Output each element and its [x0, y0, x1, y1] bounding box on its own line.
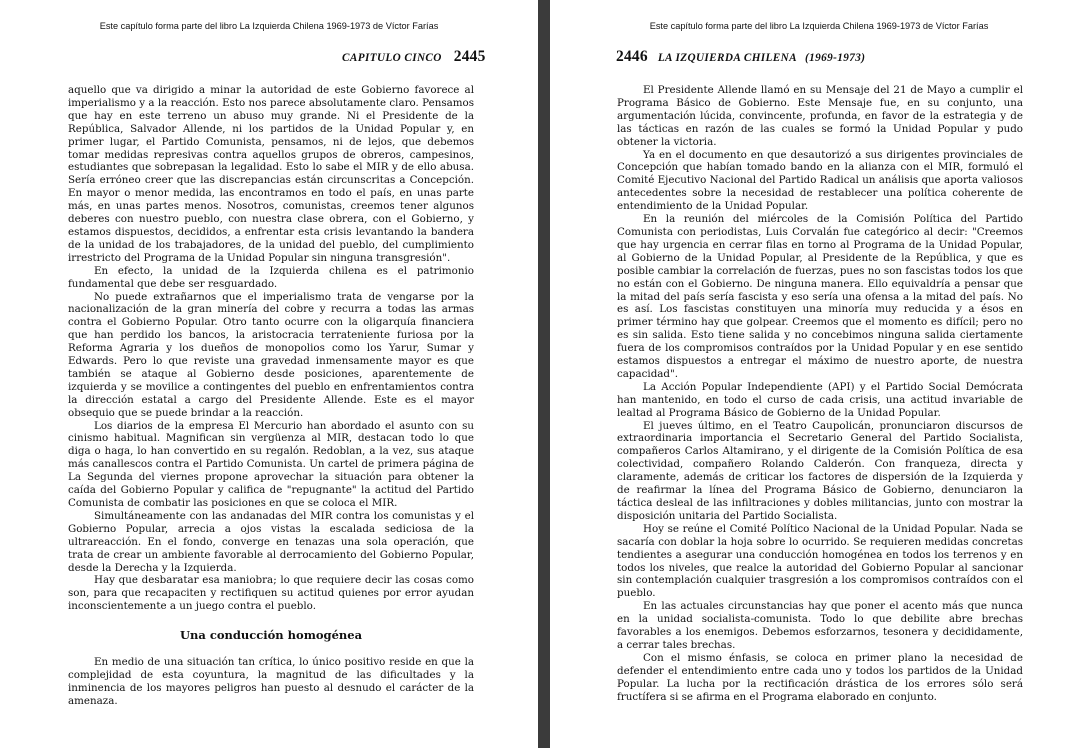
right-page-body	[617, 84, 1023, 704]
paragraph: No puede extrañarnos que el imperialismo trata de vengarse por la nacionalización de la gran minería del cobre y recurra a todas las armas contra el Gobierno Popular. Otro tanto ocurre con la oligarquía financiera que han perdido los bancos, la aristocracia terrateniente furiosa por la Reforma Agraria y los dueños de monopolios como los Yarur, Sumar y Edwards. Pero lo que reviste una gravedad inmensamente mayor es que también se ataque al Gobierno desde posiciones, aparentemente de izquierda y se movilice a contingentes del pueblo en enfrentamientos contra la dirección estatal a cargo del Presidente Allende. Este es el mayor obsequio que se puede brindar a la reacción.	[68, 290, 474, 419]
page-number-left: 2445	[453, 48, 486, 65]
paragraph: La Acción Popular Independiente (API) y el Partido Social Demócrata han mantenido, en todo el curso de cada crisis, una actitud invariable de lealtad al Programa Básico de Gobierno de la Unidad Popular.	[617, 380, 1023, 419]
paragraph: En las actuales circunstancias hay que poner el acento más que nunca en la unidad socialista-comunista. Todo lo que debilite abre brechas favorables a los enemigos. Debemos esforzarnos, tesonera y decididamente, a cerrar tales brechas.	[617, 600, 1023, 651]
left-page-body	[68, 84, 474, 708]
paragraph: En la reunión del miércoles de la Comisión Política del Partido Comunista con periodistas, Luis Corvalán fue categórico al decir: "Creemos que hay urgencia en cerrar filas en torno al Programa de la Unidad Popular, al Gobierno de la Unidad Popular, al Presidente de la República, y que es posible cambiar la correlación de fuerzas, pues no son fascistas todos los que no están con el Gobierno. De ninguna manera. Ello equivaldría a pensar que la mitad del país sería fascista y eso sería una ofensa a la mitad del país. No es así. Los fascistas constituyen una minoría muy reducida y a ésos en primer término hay que golpear. Creemos que el momento es difícil; pero no es sin salida. Esto tiene salida y no concebimos ninguna salida ciertamente fuera de los compromisos contraídos por la Unidad Popular y en ese sentido estamos dispuestos a entregar el máximo de nuestro aporte, de nuestra capacidad".	[617, 213, 1023, 380]
paragraph: El Presidente Allende llamó en su Mensaje del 21 de Mayo a cumplir el Programa Básico de Gobierno. Este Mensaje fue, en su conjunto, una argumentación lúcida, convincente, profunda, en favor de la estrategia y de las tácticas en razón de las cuales se formó la Unidad Popular y pudo obtener la victoria.	[617, 84, 1023, 148]
running-title-left: CAPITULO CINCO	[342, 52, 442, 64]
copyright-notice-right: Este capítulo forma parte del libro La Izquierda Chilena 1969-1973 de Víctor Farías	[649, 21, 989, 31]
paragraph: Hoy se reúne el Comité Político Nacional de la Unidad Popular. Nada se sacaría con doblar la hoja sobre lo ocurrido. Se requieren medidas concretas tendientes a asegurar una conducción homogénea en todos los terrenos y en todos los niveles, que realce la autoridad del Gobierno Popular al sancionar sin contemplación cualquier trasgresión a los compromisos contraídos con el pueblo.	[617, 522, 1023, 600]
paragraph: El jueves último, en el Teatro Caupolicán, pronunciaron discursos de extraordinaria importancia el Secretario General del Partido Socialista, compañeros Carlos Altamirano, y el dirigente de la Comisión Política de esa colectividad, compañero Rolando Calderón. Con franqueza, directa y claramente, además de criticar los factores de dispersión de la Izquierda y de reafirmar la línea del Programa Básico de Gobierno, denunciaron la táctica desleal de las infiltraciones y dobles militancias, junto con mostrar la disposición unitaria del Partido Socialista.	[617, 419, 1023, 522]
paragraph: En medio de una situación tan crítica, lo único positivo reside en que la complejidad de esta coyuntura, la magnitud de las dificultades y la inminencia de los mayores peligros han puesto al desnudo el carácter de la amenaza.	[68, 656, 474, 707]
page-number-right: 2446	[616, 48, 648, 65]
paragraph: aquello que va dirigido a minar la autoridad de este Gobierno favorece al imperialismo y a la reacción. Esto nos parece absolutamente claro. Pensamos que hay en este terreno un abuso muy grande. Ni el Presidente de la República, Salvador Allende, ni los partidos de la Unidad Popular y, en primer lugar, el Partido Comunista, pensamos, ni de lejos, que debemos tomar medidas represivas contra aquellos grupos de obreros, campesinos, estudiantes que sobrepasan la legalidad. Esto lo sabe el MIR y de ello abusa. Sería erróneo creer que las discrepancias están circunscritas a Concepción. En mayor o menor medida, las encontramos en todo el país, en unas parte más, en unas partes menos. Nosotros, comunistas, creemos tener algunos deberes con nuestro pueblo, con nuestra clase obrera, con el Gobierno, y estamos dispuestos, decididos, a enfrentar esta crisis levantando la bandera de la unidad de los trabajadores, de la unidad del pueblo, del cumplimiento irrestricto del Programa de la Unidad Popular sin ninguna transgresión".	[68, 84, 474, 264]
page-gutter	[538, 0, 550, 748]
running-head-right	[616, 48, 865, 66]
running-head-left	[342, 48, 486, 66]
paragraph: Los diarios de la empresa El Mercurio han abordado el asunto con su cinismo habitual. Magnifican sin vergüenza al MIR, destacan todo lo que diga o haga, lo han convertido en su regalón. Redoblan, a la vez, sus ataque más canallescos contra el Partido Comunista. Un cartel de primera página de La Segunda del viernes propone aprovechar la situación para obtener la caída del Gobierno Popular y califica de "repugnante" la actitud del Partido Comunista de combatir las posiciones en que se coloca el MIR.	[68, 419, 474, 509]
running-title-right: LA IZQUIERDA CHILENA	[657, 52, 797, 64]
right-page	[550, 0, 1088, 748]
paragraph: Simultáneamente con las andanadas del MIR contra los comunistas y el Gobierno Popular, arrecia a ojos vistas la escalada sediciosa de la ultrareacción. En el fondo, converge en tenazas una sola operación, que trata de crear un ambiente favorable al derrocamiento del Gobierno Popular, desde la Derecha y la Izquierda.	[68, 509, 474, 574]
paragraph: Ya en el documento en que desautorizó a sus dirigentes provinciales de Concepción que habían tomado bando en la alianza con el MIR, formuló el Comité Ejecutivo Nacional del Partido Radical un análisis que aporta valiosos antecedentes sobre la necesidad de restablecer una política coherente de entendimiento de la Unidad Popular.	[617, 148, 1023, 213]
section-heading: Una conducción homogénea	[179, 628, 363, 643]
paragraph: En efecto, la unidad de la Izquierda chilena es el patrimonio fundamental que debe ser resguardado.	[68, 264, 474, 290]
paragraph: Con el mismo énfasis, se coloca en primer plano la necesidad de defender el entendimiento entre cada uno y todos los partidos de la Unidad Popular. La lucha por la rectificación drástica de los errores sólo será fructífera si se afirma en el Programa elaborado en conjunto.	[617, 651, 1023, 703]
copyright-notice-left: Este capítulo forma parte del libro La Izquierda Chilena 1969-1973 de Víctor Farías	[99, 21, 439, 31]
paragraph: Hay que desbaratar esa maniobra; lo que requiere decir las cosas como son, para que recapaciten y rectifiquen su actitud quienes por error ayudan inconscientemente a un juego contra el pueblo.	[68, 574, 474, 613]
running-title-years: (1969-1973)	[805, 52, 866, 64]
left-page	[0, 0, 538, 748]
